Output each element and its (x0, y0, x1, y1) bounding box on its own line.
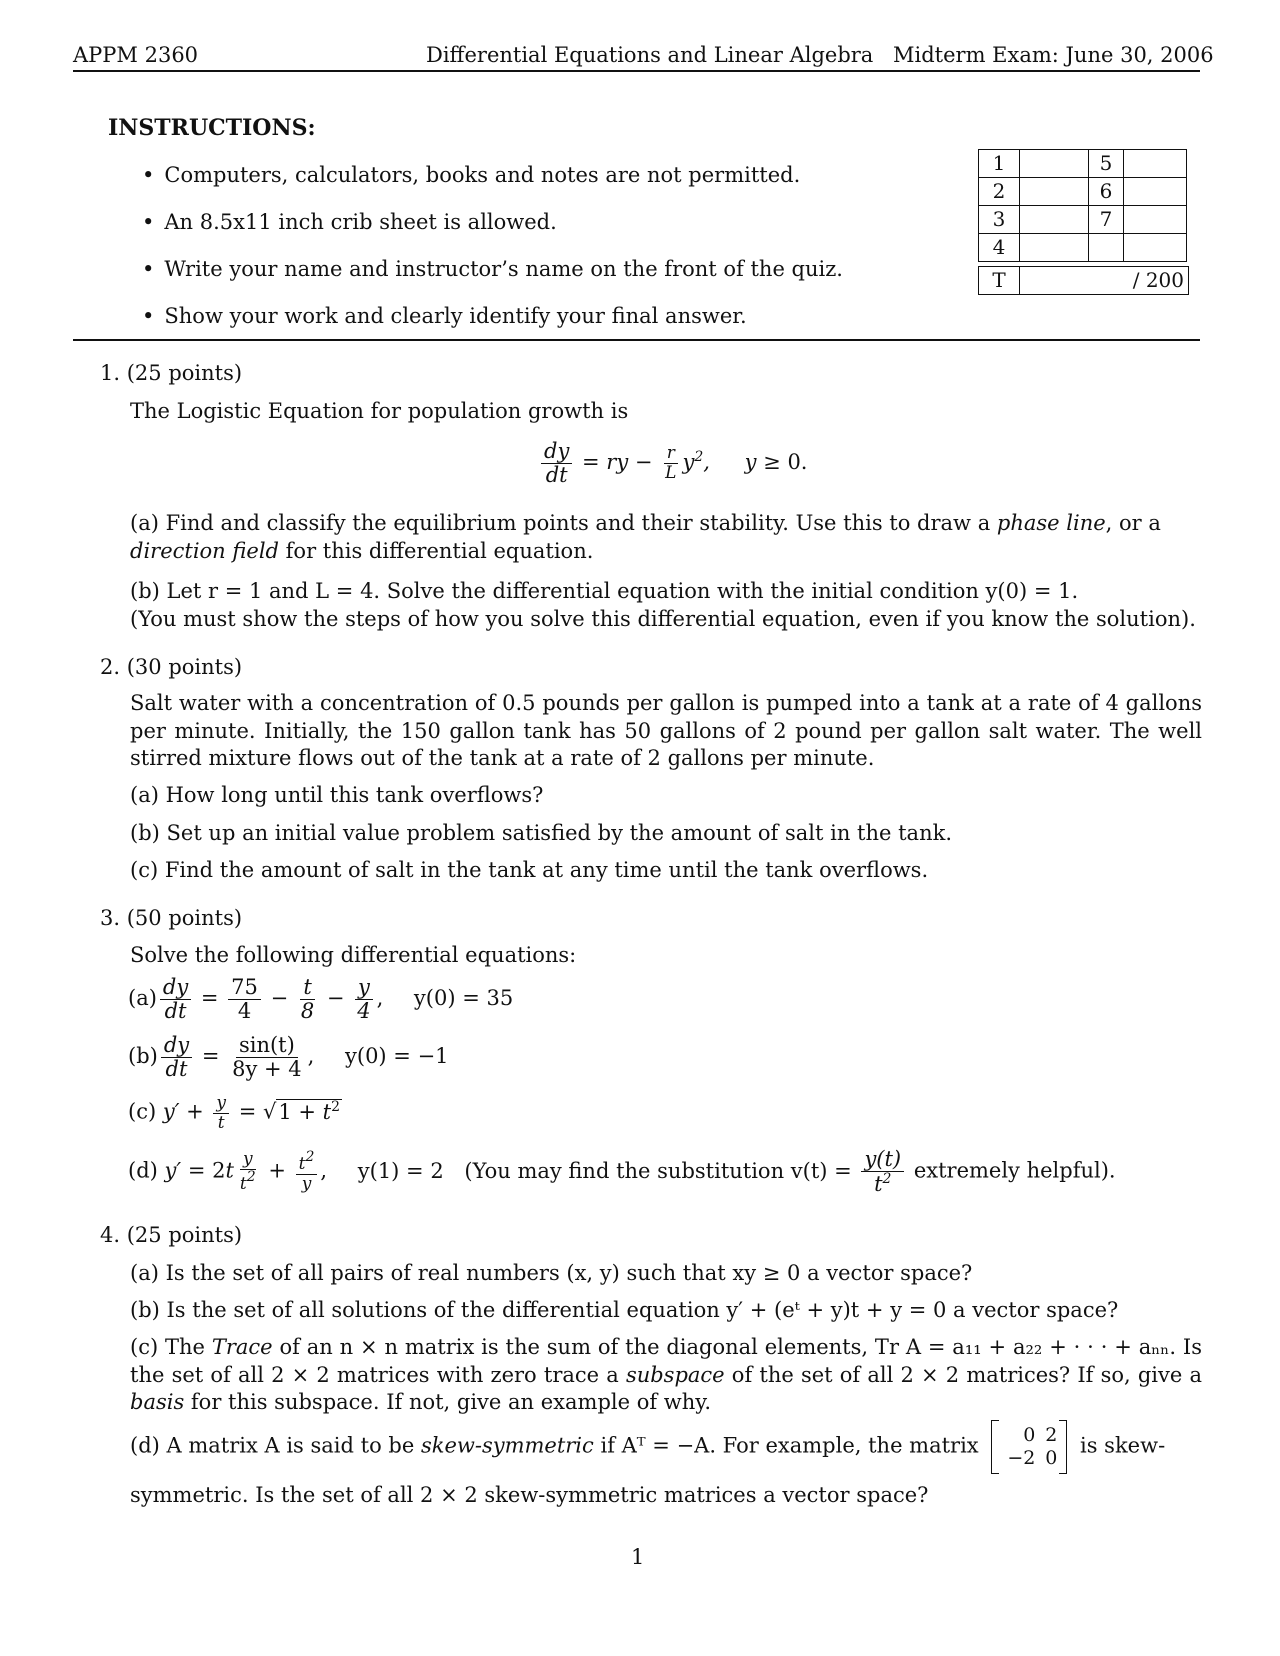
instruction-item: • Write your name and instructor’s name on the front of the quiz. (142, 257, 843, 281)
q2-text: Salt water with a concentration of 0.5 pounds per gallon is pumped into a tank at a rate of 4 gallons per minute. Initially, the 150 gallon tank has 50 gallons of 2 pound per gallon salt water. The well stirred mixture flows out of the tank at a rate of 2 gallons per minute. (130, 691, 1202, 771)
q3-part-a: (a) $\frac{dy}{dt}$ = $\frac{75}{4}$ − $\frac{t}{8}$ − $\frac{y}{4}$ , y(0) = 35 (128, 975, 514, 1024)
q2-part-c: (c) Find the amount of salt in the tank at any time until the tank overflows. (130, 858, 929, 882)
q3-part-b: (b) $\frac{dy}{dt}$ = $\frac{\sin(t)}{8y + 4}$ , y(0) = −1 (128, 1033, 449, 1082)
score-q6-cell (1124, 178, 1187, 206)
score-q2-cell (1020, 178, 1089, 206)
matrix-entry: 0 (1023, 1424, 1036, 1447)
instructions-heading: INSTRUCTIONS: (108, 115, 316, 141)
q3-d-note-end: extremely helpful). (913, 1158, 1116, 1183)
q3-part-d: (d) y′ = 2t $\frac{y}{t^2}$ + $\frac{t^2}{y}$ , y(1) = 2 (You may find the substitution v(t) = $\frac{y(t)}{t^2}$ extremely helpful). (128, 1147, 1116, 1197)
header-title: Differential Equations and Linear Algebra (426, 43, 874, 67)
matrix-entry: 2 (1045, 1424, 1058, 1447)
q3-d-note: (You may find the substitution v(t) = (464, 1158, 852, 1183)
header-rule (73, 70, 1200, 72)
q3-part-c: (c) y′ + $\frac{y}{t}$ = $√1 + t^2$ (128, 1093, 341, 1133)
matrix-entry: 0 (1045, 1447, 1058, 1469)
q4-header: 4. (25 points) (100, 1223, 243, 1247)
score-q3-label: 3 (979, 206, 1020, 234)
score-q6-label: 6 (1089, 178, 1124, 206)
instruction-item: • Computers, calculators, books and notes are not permitted. (142, 163, 801, 187)
q2-part-a: (a) How long until this tank overflows? (130, 783, 544, 807)
score-q7-label: 7 (1089, 206, 1124, 234)
score-q5-label: 5 (1089, 150, 1124, 178)
skew-matrix (991, 1420, 1067, 1474)
score-total-value: / 200 (1020, 267, 1189, 295)
q2-header: 2. (30 points) (100, 655, 243, 679)
score-empty-cell (1124, 234, 1187, 262)
score-q3-cell (1020, 206, 1089, 234)
score-q1-label: 1 (979, 150, 1020, 178)
q1-part-b: (b) Let r = 1 and L = 4. Solve the differential equation with the initial condition y(0) = 1. (130, 579, 1079, 603)
q1-header: 1. (25 points) (100, 361, 243, 385)
header-exam: Midterm Exam: June 30, 2006 (893, 43, 1214, 67)
q4-part-d-cont: symmetric. Is the set of all 2 × 2 skew-symmetric matrices a vector space? (130, 1483, 929, 1507)
logistic-equation: $\frac{dy}{dt}$ = ry − $\frac{r}{L}$ $y^2$, y ≥ 0. (538, 440, 807, 487)
matrix-entry: −2 (1007, 1447, 1036, 1469)
q3-intro: Solve the following differential equations: (130, 943, 577, 967)
q1-part-b-note: (You must show the steps of how you solve this differential equation, even if you know the solution). (130, 607, 1196, 631)
q4-part-c: (c) The Trace of an n × n matrix is the sum of the diagonal elements, Tr A = a₁₁ + a₂₂ + · · · + aₙₙ. Is the set of all 2 × 2 matrices with zero trace a subspace of the set of all 2 × 2 matrices? If so, give a basis for this subspace. If not, give an example of why. (130, 1335, 1203, 1415)
q3-a-initial-condition: y(0) = 35 (413, 986, 514, 1011)
score-q2-label: 2 (979, 178, 1020, 206)
score-q1-cell (1020, 150, 1089, 178)
score-table (978, 149, 1189, 295)
score-total-label: T (979, 267, 1020, 295)
score-empty-label (1089, 234, 1124, 262)
q3-d-initial-condition: y(1) = 2 (357, 1158, 444, 1183)
q4-part-a: (a) Is the set of all pairs of real numbers (x, y) such that xy ≥ 0 a vector space? (130, 1261, 973, 1285)
score-q4-cell (1020, 234, 1089, 262)
q3-b-initial-condition: y(0) = −1 (345, 1044, 449, 1069)
q3-header: 3. (50 points) (100, 906, 243, 930)
q2-part-b: (b) Set up an initial value problem satisfied by the amount of salt in the tank. (130, 821, 953, 845)
section-rule (73, 339, 1200, 341)
q1-part-a: (a) Find and classify the equilibrium points and their stability. Use this to draw a phase line, or a direction field for this differential equation. (130, 511, 1161, 563)
page-number: 1 (631, 1545, 645, 1569)
q4-part-b: (b) Is the set of all solutions of the differential equation y′ + (eᵗ + y)t + y = 0 a vector space? (130, 1298, 1119, 1322)
score-q5-cell (1124, 150, 1187, 178)
score-q7-cell (1124, 206, 1187, 234)
instruction-item: • An 8.5x11 inch crib sheet is allowed. (142, 210, 557, 234)
q1-intro: The Logistic Equation for population growth is (130, 399, 629, 423)
header-course: APPM 2360 (73, 43, 199, 67)
q4-part-d: (d) A matrix A is said to be skew-symmetric if Aᵀ = −A. For example, the matrix 0 2 −2 0 is skew- (130, 1420, 1202, 1474)
score-q4-label: 4 (979, 234, 1020, 262)
instruction-item: • Show your work and clearly identify your final answer. (142, 304, 747, 328)
